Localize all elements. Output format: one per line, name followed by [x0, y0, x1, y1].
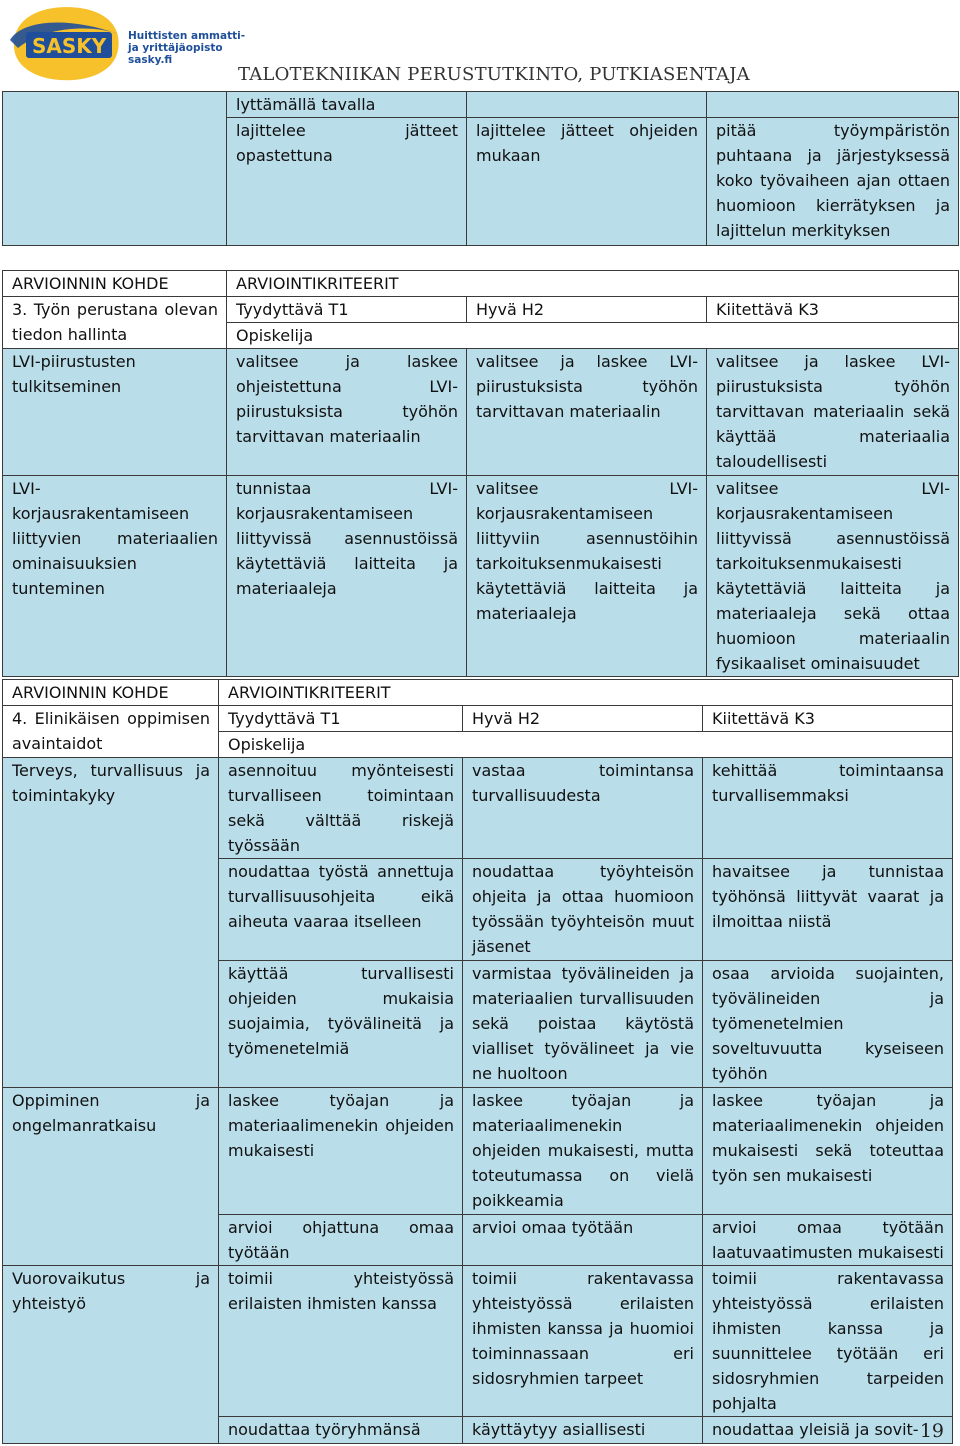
t1-label: Tyydyttävä T1 [227, 297, 467, 323]
target-cell [3, 92, 227, 118]
section-title: 4. Elinikäisen oppimisen avaintaidot [3, 706, 219, 758]
t1-cell: laskee työajan ja materiaalimenekin ohjeiden mukaisesti [219, 1088, 463, 1215]
k3-cell: havaitsee ja tunnistaa työhönsä liittyvät vaarat ja ilmoittaa niistä [703, 859, 953, 961]
student-label: Opiskelija [227, 323, 959, 349]
target-cell [3, 1417, 219, 1444]
t1-cell: arvioi ohjattuna omaa työtään [219, 1215, 463, 1266]
h2-label: Hyvä H2 [467, 297, 707, 323]
k3-cell: valitsee LVI- korjausrakentamiseen liittyvissä asennustöissä tarkoituksenmukaisesti käytettäviä laitteita ja materiaaleja sekä ottaa huomioon materiaalin fysikaaliset ominaisuudet [707, 476, 959, 677]
table-row [3, 349, 959, 476]
target-cell [3, 1215, 219, 1266]
k3-cell: toimii rakentavassa yhteistyössä erilaisten ihmisten kanssa ja suunnittelee työtään eri sidosryhmien tarpeiden pohjalta [703, 1266, 953, 1417]
table-row [3, 859, 953, 961]
logo-wordmark: SASKY [32, 34, 107, 58]
h2-cell: käyttäytyy asiallisesti [463, 1417, 703, 1444]
t1-label: Tyydyttävä T1 [219, 706, 463, 732]
h2-cell: varmistaa työvälineiden ja materiaalien turvallisuuden sekä poistaa käytöstä vialliset työvälineet ja vie ne huoltoon [463, 961, 703, 1088]
target-cell: Vuorovaikutus ja yhteistyö [3, 1266, 219, 1417]
k3-label: Kiitettävä K3 [703, 706, 953, 732]
k3-cell: kehittää toimintaansa turvallisemmaksi [703, 758, 953, 859]
table-row [3, 118, 959, 246]
table-row [3, 706, 953, 732]
criteria-table-section-4 [2, 679, 953, 1444]
target-cell: Terveys, turvallisuus ja toimintakyky [3, 758, 219, 859]
criteria-header: ARVIOINTIKRITEERIT [219, 680, 953, 706]
t1-cell: tunnistaa LVI- korjausrakentamiseen liittyvissä asennustöissä käytettäviä laitteita ja materiaaleja [227, 476, 467, 677]
document-title: TALOTEKNIIKAN PERUSTUTKINTO, PUTKIASENTAJA [238, 64, 750, 85]
t1-cell: käyttää turvallisesti ohjeiden mukaisia suojaimia, työvälineitä ja työmenetelmiä [219, 961, 463, 1088]
target-cell [3, 961, 219, 1088]
criteria-table-section-3 [2, 270, 959, 677]
h2-cell: toimii rakentavassa yhteistyössä erilaisten ihmisten kanssa ja huomioi toiminnassaan eri sidosryhmien tarpeet [463, 1266, 703, 1417]
table-row [3, 476, 959, 677]
t1-cell: asennoituu myönteisesti turvalliseen toimintaan sekä välttää riskejä työssään [219, 758, 463, 859]
table-row [3, 1417, 953, 1444]
h2-cell: lajittelee jätteet ohjeiden mukaan [467, 118, 707, 246]
section-title: 3. Työn perustana olevan tiedon hallinta [3, 297, 227, 349]
criteria-header: ARVIOINTIKRITEERIT [227, 271, 959, 297]
k3-label: Kiitettävä K3 [707, 297, 959, 323]
logo-tagline-line-3: sasky.fi [128, 54, 173, 66]
h2-cell: noudattaa työyhteisön ohjeita ja ottaa huomioon työssään työyhteisön muut jäsenet [463, 859, 703, 961]
continuation-table [2, 91, 959, 246]
t1-cell: toimii yhteistyössä erilaisten ihmisten kanssa [219, 1266, 463, 1417]
page-number: 19 [919, 1420, 944, 1442]
table-row [3, 1266, 953, 1417]
target-cell: LVI- korjausrakentamiseen liittyvien materiaalien ominaisuuksien tunteminen [3, 476, 227, 677]
t1-cell: lajittelee jätteet opastettuna [227, 118, 467, 246]
table-row [3, 297, 959, 323]
h2-cell: valitsee ja laskee LVI-piirustuksista työhön tarvittavan materiaalin [467, 349, 707, 476]
logo-tagline [128, 30, 245, 66]
table-row [3, 1215, 953, 1266]
table-row [3, 758, 953, 859]
table-row [3, 1088, 953, 1215]
sasky-logo-mark [8, 2, 126, 84]
k3-cell [707, 92, 959, 118]
k3-cell: valitsee ja laskee LVI-piirustuksista työhön tarvittavan materiaalin sekä käyttää materiaalia taloudellisesti [707, 349, 959, 476]
student-label: Opiskelija [219, 732, 953, 758]
k3-cell: laskee työajan ja materiaalimenekin ohjeiden mukaisesti sekä toteuttaa työn sen mukaisesti [703, 1088, 953, 1215]
target-header: ARVIOINNIN KOHDE [3, 680, 219, 706]
target-header: ARVIOINNIN KOHDE [3, 271, 227, 297]
table-row [3, 271, 959, 297]
t1-cell: valitsee ja laskee ohjeistettuna LVI-piirustuksista työhön tarvittavan materiaalin [227, 349, 467, 476]
target-cell [3, 118, 227, 246]
h2-cell [467, 92, 707, 118]
t1-cell: lyttämällä tavalla [227, 92, 467, 118]
h2-cell: vastaa toimintansa turvallisuudesta [463, 758, 703, 859]
sasky-logo [8, 2, 248, 84]
h2-label: Hyvä H2 [463, 706, 703, 732]
target-cell: Oppiminen ja ongelmanratkaisu [3, 1088, 219, 1215]
target-cell: LVI-piirustusten tulkitseminen [3, 349, 227, 476]
logo-tagline-line-1: Huittisten ammatti- [128, 30, 246, 42]
k3-cell: pitää työympäristön puhtaana ja järjestyksessä koko työvaiheen ajan ottaen huomioon kierrätyksen ja lajittelun merkityksen [707, 118, 959, 246]
h2-cell: arvioi omaa työtään [463, 1215, 703, 1266]
table-row [3, 961, 953, 1088]
h2-cell: laskee työajan ja materiaalimenekin ohjeiden mukaisesti, mutta toteutumassa on vielä poikkeamia [463, 1088, 703, 1215]
k3-cell: noudattaa yleisiä ja sovit- [703, 1417, 953, 1444]
target-cell [3, 859, 219, 961]
logo-tagline-line-2: ja yrittäjäopisto [128, 42, 223, 54]
table-row [3, 680, 953, 706]
t1-cell: noudattaa työryhmänsä [219, 1417, 463, 1444]
h2-cell: valitsee LVI- korjausrakentamiseen liittyviin asennustöihin tarkoituksenmukaisesti käytettäviä laitteita ja materiaaleja [467, 476, 707, 677]
t1-cell: noudattaa työstä annettuja turvallisuusohjeita eikä aiheuta vaaraa itselleen [219, 859, 463, 961]
k3-cell: arvioi omaa työtään laatuvaatimusten mukaisesti [703, 1215, 953, 1266]
table-row [3, 92, 959, 118]
k3-cell: osaa arvioida suojainten, työvälineiden ja työmenetelmien soveltuvuutta kyseiseen työhön [703, 961, 953, 1088]
